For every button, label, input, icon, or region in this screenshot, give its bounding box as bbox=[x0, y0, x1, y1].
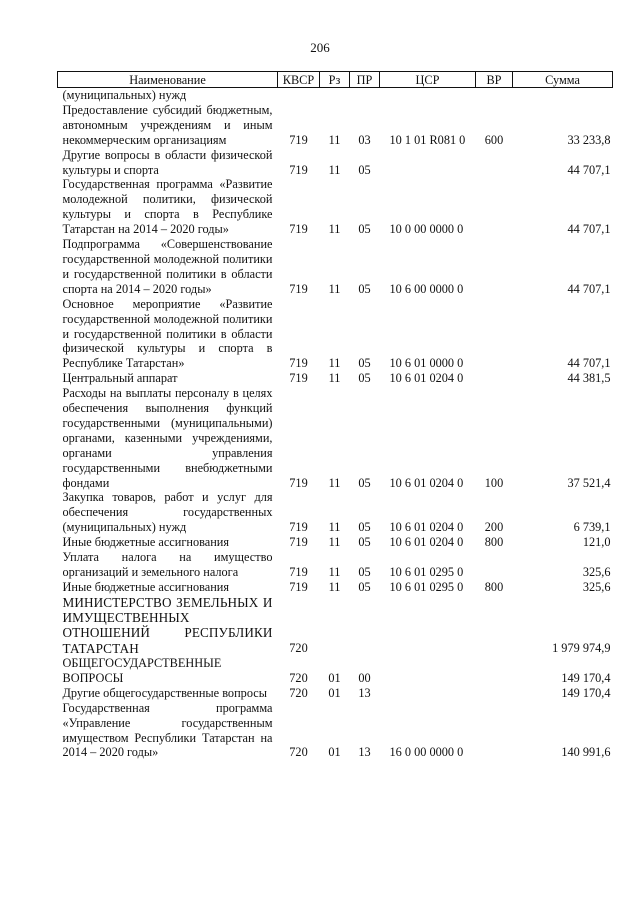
cell-name: Государственная программа «Развитие молодежной политики, физической культуры и спорта в Республике Татарстан на 2014 – 2020 годы» bbox=[62, 177, 273, 237]
header-kvsr: КВСР bbox=[278, 72, 320, 88]
cell-csr: 10 6 00 0000 0 bbox=[389, 281, 464, 296]
cell-kvsr: 719 bbox=[289, 475, 308, 490]
cell-csr: 10 6 01 0204 0 bbox=[389, 520, 464, 535]
cell-kvsr: 720 bbox=[289, 670, 308, 685]
cell-name: Уплата налога на имущество организаций и земельного налога bbox=[62, 550, 273, 579]
cell-csr: 10 6 01 0204 0 bbox=[389, 371, 464, 386]
cell-vr bbox=[476, 237, 513, 297]
cell-vr: 800 bbox=[484, 535, 504, 550]
cell-rz: 01 bbox=[328, 745, 341, 760]
cell-pr: 05 bbox=[358, 356, 371, 371]
cell-csr: 10 0 00 0000 0 bbox=[389, 222, 464, 237]
table-body bbox=[58, 88, 613, 761]
cell-kvsr: 719 bbox=[289, 222, 308, 237]
cell-kvsr: 719 bbox=[289, 535, 308, 550]
table-row bbox=[58, 550, 613, 580]
cell-rz: 11 bbox=[328, 579, 341, 594]
table-row bbox=[58, 148, 613, 178]
cell-rz: 11 bbox=[328, 162, 341, 177]
cell-vr bbox=[476, 371, 513, 386]
cell-rz: 11 bbox=[328, 475, 341, 490]
header-csr: ЦСР bbox=[380, 72, 476, 88]
cell-csr: 10 6 01 0295 0 bbox=[389, 579, 464, 594]
table-row bbox=[58, 237, 613, 297]
cell-vr: 100 bbox=[484, 475, 504, 490]
budget-table bbox=[57, 71, 613, 760]
cell-vr bbox=[476, 550, 513, 580]
cell-sum: 325,6 bbox=[582, 565, 611, 579]
cell-name: Другие вопросы в области физической культуры и спорта bbox=[62, 147, 273, 177]
cell-rz: 11 bbox=[328, 520, 341, 535]
table-row bbox=[58, 103, 613, 148]
cell-vr bbox=[476, 701, 513, 761]
cell-name: ОБЩЕГОСУДАРСТВЕННЫЕ ВОПРОСЫ bbox=[62, 656, 222, 685]
table-row bbox=[58, 595, 613, 656]
cell-vr: 600 bbox=[484, 132, 504, 147]
cell-sum bbox=[513, 88, 613, 103]
header-vr: ВР bbox=[476, 72, 513, 88]
cell-name: МИНИСТЕРСТВО ЗЕМЕЛЬНЫХ И ИМУЩЕСТВЕННЫХ ОТНОШЕНИЙ РЕСПУБЛИКИ ТАТАРСТАН bbox=[62, 594, 273, 656]
cell-rz bbox=[320, 595, 350, 656]
cell-sum: 33 233,8 bbox=[567, 132, 611, 147]
cell-kvsr: 719 bbox=[289, 132, 308, 147]
cell-csr bbox=[380, 88, 476, 103]
cell-csr bbox=[380, 686, 476, 701]
table-row bbox=[58, 701, 613, 761]
cell-sum: 44 707,1 bbox=[567, 356, 611, 371]
cell-rz bbox=[320, 88, 350, 103]
cell-vr bbox=[476, 656, 513, 686]
table-row bbox=[58, 490, 613, 535]
cell-name: Предоставление субсидий бюджетным, автономным учреждениям и иным некоммерческим организациям bbox=[62, 102, 273, 147]
table-row bbox=[58, 88, 613, 103]
cell-vr: 800 bbox=[484, 579, 504, 594]
cell-rz: 11 bbox=[328, 565, 341, 579]
cell-name: (муниципальных) нужд bbox=[62, 88, 187, 102]
cell-name: Государственная программа «Управление государственным имуществом Республики Татарстан на 2014 – 2020 годы» bbox=[62, 700, 273, 760]
cell-pr: 00 bbox=[358, 670, 371, 685]
cell-pr bbox=[350, 595, 380, 656]
cell-name: Закупка товаров, работ и услуг для обеспечения государственных (муниципальных) нужд bbox=[62, 490, 273, 535]
cell-rz: 11 bbox=[328, 132, 341, 147]
table-row bbox=[58, 297, 613, 372]
cell-kvsr: 719 bbox=[289, 281, 308, 296]
cell-csr: 10 6 01 0295 0 bbox=[389, 565, 464, 579]
cell-sum: 325,6 bbox=[582, 579, 611, 594]
cell-pr: 13 bbox=[358, 745, 371, 760]
cell-kvsr: 720 bbox=[289, 745, 308, 760]
cell-sum: 140 991,6 bbox=[561, 745, 611, 760]
cell-pr: 13 bbox=[358, 685, 371, 700]
table-row bbox=[58, 656, 613, 686]
cell-rz: 11 bbox=[328, 281, 341, 296]
cell-rz: 01 bbox=[328, 685, 341, 700]
cell-vr bbox=[476, 686, 513, 701]
cell-sum: 44 381,5 bbox=[567, 371, 611, 386]
cell-name: Другие общегосударственные вопросы bbox=[62, 685, 267, 700]
header-row bbox=[58, 72, 613, 88]
cell-pr: 05 bbox=[358, 565, 371, 579]
cell-sum: 121,0 bbox=[582, 535, 611, 550]
cell-kvsr: 720 bbox=[289, 685, 308, 700]
cell-rz: 01 bbox=[328, 670, 341, 685]
table-row bbox=[58, 386, 613, 490]
cell-name: Расходы на выплаты персоналу в целях обеспечения выполнения функций государственными (муниципальными) органами, казенными учреждениями, органами управления государственными внебюджетными фондами bbox=[62, 386, 273, 490]
cell-csr: 10 6 01 0000 0 bbox=[389, 356, 464, 371]
cell-name: Подпрограмма «Совершенствование государственной молодежной политики и государственной политики в области спорта на 2014 – 2020 годы» bbox=[62, 237, 273, 296]
cell-sum: 44 707,1 bbox=[567, 222, 611, 237]
cell-kvsr: 719 bbox=[289, 579, 308, 594]
cell-pr: 05 bbox=[358, 579, 371, 594]
header-name: Наименование bbox=[58, 72, 278, 88]
cell-name: Основное мероприятие «Развитие государственной молодежной политики и государственной политики в области физической культуры и спорта в Республике Татарстан» bbox=[62, 296, 273, 371]
cell-vr bbox=[476, 595, 513, 656]
cell-rz: 11 bbox=[328, 356, 341, 371]
cell-sum: 44 707,1 bbox=[567, 162, 611, 177]
cell-pr: 03 bbox=[358, 132, 371, 147]
cell-sum: 1 979 974,9 bbox=[552, 641, 611, 656]
table-row bbox=[58, 177, 613, 237]
table-row bbox=[58, 371, 613, 386]
cell-vr bbox=[476, 148, 513, 178]
cell-pr: 05 bbox=[358, 475, 371, 490]
cell-pr: 05 bbox=[358, 371, 371, 386]
cell-sum: 149 170,4 bbox=[561, 670, 611, 685]
cell-kvsr: 719 bbox=[289, 520, 308, 535]
cell-csr bbox=[380, 148, 476, 178]
cell-vr bbox=[476, 177, 513, 237]
cell-kvsr: 719 bbox=[289, 356, 308, 371]
cell-kvsr: 720 bbox=[289, 641, 308, 656]
table-row bbox=[58, 686, 613, 701]
cell-csr: 10 6 01 0204 0 bbox=[389, 475, 464, 490]
cell-csr bbox=[380, 656, 476, 686]
cell-vr bbox=[476, 88, 513, 103]
cell-csr: 16 0 00 0000 0 bbox=[389, 745, 464, 760]
cell-pr: 05 bbox=[358, 520, 371, 535]
cell-sum: 149 170,4 bbox=[561, 685, 611, 700]
header-sum: Сумма bbox=[513, 72, 613, 88]
cell-csr bbox=[380, 595, 476, 656]
page-number: 206 bbox=[310, 40, 330, 55]
cell-kvsr: 719 bbox=[289, 565, 308, 579]
cell-vr: 200 bbox=[484, 520, 504, 535]
header-pr: ПР bbox=[350, 72, 380, 88]
cell-pr bbox=[350, 88, 380, 103]
cell-rz: 11 bbox=[328, 222, 341, 237]
cell-csr: 10 1 01 R081 0 bbox=[389, 132, 466, 147]
cell-name: Центральный аппарат bbox=[62, 371, 178, 386]
cell-pr: 05 bbox=[358, 535, 371, 550]
cell-sum: 44 707,1 bbox=[567, 281, 611, 296]
cell-sum: 37 521,4 bbox=[567, 475, 611, 490]
cell-pr: 05 bbox=[358, 162, 371, 177]
table-header bbox=[58, 72, 613, 88]
cell-vr bbox=[476, 297, 513, 372]
table-row bbox=[58, 535, 613, 550]
header-rz: Рз bbox=[320, 72, 350, 88]
cell-kvsr: 719 bbox=[289, 162, 308, 177]
cell-rz: 11 bbox=[328, 371, 341, 386]
cell-sum: 6 739,1 bbox=[573, 520, 611, 535]
table-row bbox=[58, 580, 613, 595]
cell-kvsr bbox=[278, 88, 320, 103]
cell-rz: 11 bbox=[328, 535, 341, 550]
cell-csr: 10 6 01 0204 0 bbox=[389, 535, 464, 550]
cell-name: Иные бюджетные ассигнования bbox=[62, 535, 230, 550]
cell-name: Иные бюджетные ассигнования bbox=[62, 579, 230, 594]
cell-pr: 05 bbox=[358, 222, 371, 237]
cell-kvsr: 719 bbox=[289, 371, 308, 386]
cell-pr: 05 bbox=[358, 281, 371, 296]
